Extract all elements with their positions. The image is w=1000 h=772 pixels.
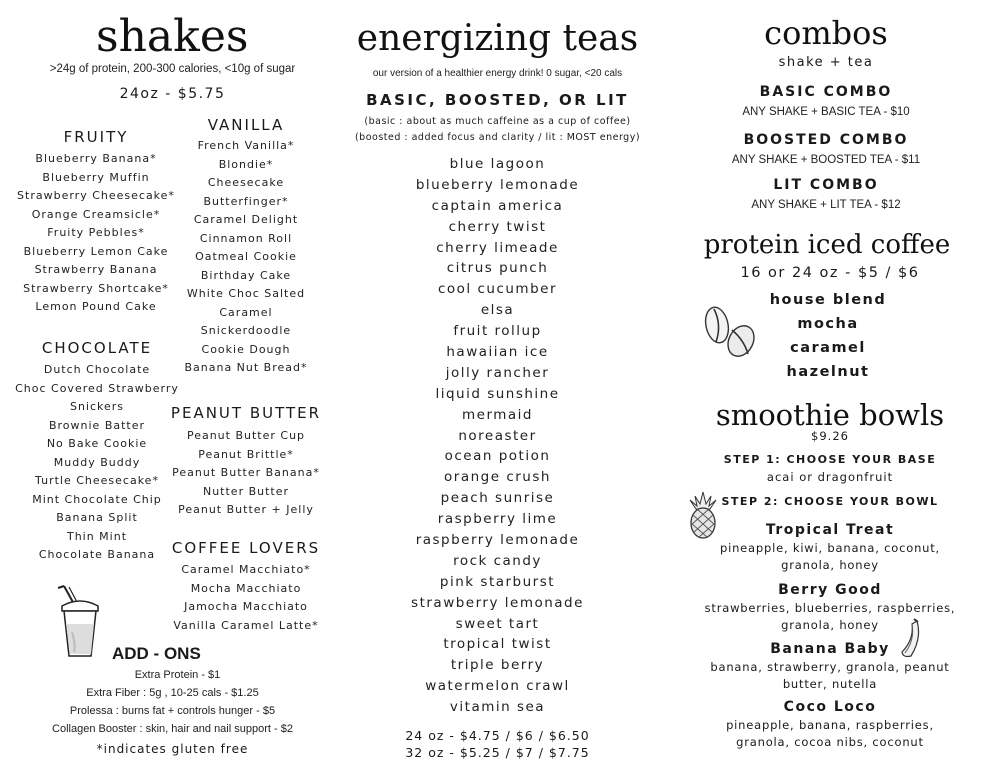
list-item: liquid sunshine	[435, 385, 560, 402]
bowl-list	[680, 520, 980, 755]
coffee-beans-icon	[700, 302, 762, 362]
list-item: Choc Covered Strawberry	[15, 381, 179, 395]
addons-heading: ADD - ONS	[112, 644, 201, 663]
list-item: Peanut Butter Banana*	[172, 466, 320, 479]
fruity-list	[0, 150, 192, 317]
list-item	[680, 580, 980, 639]
list-item: hawaiian ice	[446, 344, 549, 361]
list-item: Blueberry Lemon Cake	[23, 244, 169, 258]
list-item: Caramel Delight	[193, 213, 299, 226]
teas-title: energizing teas	[356, 18, 639, 59]
list-item: mocha	[797, 316, 859, 332]
bowl-ingredients: granola, honey	[781, 618, 879, 632]
list-item: Muddy Buddy	[53, 455, 141, 469]
boosted-combo-name: BOOSTED COMBO	[743, 132, 909, 148]
peanut-butter-list	[166, 427, 326, 520]
list-item: Chocolate Banana	[38, 548, 156, 561]
list-item: tropical twist	[443, 636, 552, 653]
coffee-lovers-list	[166, 561, 326, 635]
list-item: noreaster	[458, 427, 537, 444]
list-item: Strawberry Banana	[34, 263, 158, 276]
list-item	[680, 697, 980, 755]
list-item: ocean potion	[444, 448, 551, 465]
list-item: No Bake Cookie	[46, 437, 148, 450]
bowl-name: Berry Good	[778, 582, 882, 598]
list-item: Cinnamon Roll	[199, 231, 293, 245]
list-item: Oatmeal Cookie	[195, 250, 297, 263]
list-item: Vanilla Caramel Latte*	[173, 618, 319, 632]
coffee-lovers-heading: COFFEE LOVERS	[171, 539, 321, 557]
bowl-ingredients: pineapple, kiwi, banana, coconut,	[719, 541, 941, 555]
chocolate-heading: CHOCOLATE	[41, 339, 153, 357]
smoothie-bowls-title: smoothie bowls	[715, 398, 945, 432]
tea-price-32oz: 32 oz - $5.25 / $7 / $7.75	[405, 745, 590, 760]
list-item: Mocha Macchiato	[190, 581, 302, 595]
shake-cup-icon	[52, 584, 108, 660]
list-item: blueberry lemonade	[415, 176, 580, 193]
vanilla-heading: VANILLA	[207, 116, 285, 134]
combos-subtitle: shake + tea	[778, 55, 874, 70]
list-item: Orange Creamsicle*	[31, 207, 161, 221]
teas-note-basic: (basic : about as much caffeine as a cup of coffee)	[364, 116, 631, 127]
chocolate-list	[0, 361, 194, 565]
list-item: cherry limeade	[436, 239, 559, 256]
list-item: mermaid	[461, 406, 533, 423]
list-item: Strawberry Cheesecake*	[17, 189, 175, 202]
list-item: French Vanilla*	[197, 139, 295, 152]
lit-combo-desc: ANY SHAKE + LIT TEA - $12	[751, 199, 901, 211]
bowl-ingredients: granola, cocoa nibs, coconut	[736, 735, 924, 749]
list-item: Peanut Butter Cup	[186, 429, 306, 442]
bowls-step1-options: acai or dragonfruit	[766, 470, 894, 484]
list-item: Extra Protein - $1	[134, 669, 221, 681]
peanut-butter-heading: PEANUT BUTTER	[170, 404, 322, 422]
list-item: Peanut Brittle*	[198, 447, 294, 461]
list-item: Peanut Butter + Jelly	[178, 503, 314, 516]
teas-levels: BASIC, BOOSTED, OR LIT	[366, 91, 629, 109]
list-item: Brownie Batter	[48, 418, 146, 432]
list-item: house blend	[769, 292, 887, 308]
bowl-ingredients: butter, nutella	[782, 677, 878, 691]
banana-icon	[897, 618, 927, 660]
list-item: Snickerdoodle	[200, 324, 292, 337]
list-item: Caramel Macchiato*	[181, 563, 311, 576]
list-item: triple berry	[450, 657, 545, 674]
list-item: fruit rollup	[453, 323, 542, 340]
list-item	[680, 520, 980, 580]
list-item: Cheesecake	[207, 176, 285, 189]
list-item: strawberry lemonade	[411, 594, 584, 611]
combos-title: combos	[764, 14, 888, 52]
boosted-combo-desc: ANY SHAKE + BOOSTED TEA - $11	[731, 154, 921, 166]
list-item: Butterfinger*	[203, 194, 289, 208]
list-item: Thin Mint	[66, 529, 128, 543]
shakes-price: 24oz - $5.75	[119, 86, 226, 102]
tea-flavor-list	[335, 154, 660, 718]
addons-list	[20, 666, 325, 738]
list-item: jolly rancher	[445, 364, 550, 381]
bowl-name: Tropical Treat	[765, 522, 895, 538]
list-item: Snickers	[69, 400, 125, 413]
gluten-free-footnote: *indicates gluten free	[96, 742, 249, 756]
lit-combo-name: LIT COMBO	[773, 177, 879, 193]
shakes-subtitle: >24g of protein, 200-300 calories, <10g of sugar	[49, 63, 296, 75]
list-item: Turtle Cheesecake*	[35, 474, 159, 487]
list-item: rock candy	[453, 552, 542, 569]
list-item: Strawberry Shortcake*	[23, 281, 169, 295]
list-item: White Choc Salted	[186, 287, 306, 300]
list-item: Mint Chocolate Chip	[32, 492, 162, 506]
bowl-name: Banana Baby	[770, 641, 890, 657]
list-item	[680, 639, 980, 697]
list-item: watermelon crawl	[425, 678, 570, 695]
list-item: Banana Nut Bread*	[184, 361, 308, 374]
list-item: Prolessa : burns fat + controls hunger - $5	[69, 705, 276, 717]
list-item: Birthday Cake	[200, 268, 292, 282]
list-item: sweet tart	[455, 615, 540, 632]
list-item: Blondie*	[218, 157, 274, 171]
list-item: Lemon Pound Cake	[35, 300, 157, 313]
list-item: elsa	[480, 302, 515, 319]
teas-subtitle: our version of a healthier energy drink! 0 sugar, <20 cals	[372, 68, 623, 79]
list-item: orange crush	[444, 469, 551, 486]
list-item: vitamin sea	[449, 699, 546, 716]
list-item: Blueberry Muffin	[42, 170, 150, 184]
list-item: hazelnut	[786, 364, 870, 380]
basic-combo-desc: ANY SHAKE + BASIC TEA - $10	[742, 106, 910, 118]
list-item: Fruity Pebbles*	[47, 226, 145, 239]
coffee-title: protein iced coffee	[703, 230, 951, 260]
list-item: Banana Split	[56, 511, 138, 524]
bowl-ingredients: strawberries, blueberries, raspberries,	[704, 601, 956, 615]
list-item: raspberry lemonade	[415, 532, 580, 549]
bowl-ingredients: granola, honey	[781, 558, 879, 572]
bowl-name: Coco Loco	[783, 699, 877, 715]
list-item: Collagen Booster : skin, hair and nail support - $2	[52, 723, 293, 735]
bowls-step2: STEP 2: CHOOSE YOUR BOWL	[721, 495, 939, 508]
list-item: Cookie Dough	[201, 342, 291, 356]
teas-note-boosted: (boosted : added focus and clarity / lit : MOST energy)	[354, 132, 641, 143]
basic-combo-name: BASIC COMBO	[759, 84, 893, 100]
bowls-step1: STEP 1: CHOOSE YOUR BASE	[723, 453, 937, 466]
fruity-heading: FRUITY	[63, 128, 129, 146]
list-item: blue lagoon	[449, 156, 546, 172]
bowl-ingredients: pineapple, banana, raspberries,	[726, 718, 934, 732]
list-item: caramel	[790, 340, 866, 356]
list-item: Extra Fiber : 5g , 10-25 cals - $1.25	[86, 687, 259, 699]
coffee-price: 16 or 24 oz - $5 / $6	[740, 265, 920, 281]
list-item: citrus punch	[446, 260, 549, 277]
list-item: Nutter Butter	[202, 484, 290, 498]
list-item: raspberry lime	[437, 511, 558, 528]
list-item: cherry twist	[448, 218, 547, 235]
bowl-ingredients: banana, strawberry, granola, peanut	[710, 660, 950, 674]
list-item: Caramel	[219, 305, 273, 319]
list-item: Jamocha Macchiato	[184, 600, 308, 613]
shakes-title: shakes	[96, 11, 249, 62]
tea-price-24oz: 24 oz - $4.75 / $6 / $6.50	[405, 728, 590, 743]
list-item: cool cucumber	[437, 281, 558, 298]
list-item: Blueberry Banana*	[35, 152, 157, 165]
list-item: Dutch Chocolate	[43, 363, 151, 376]
list-item: pink starburst	[439, 573, 556, 590]
bowls-price: $9.26	[811, 429, 849, 443]
list-item: peach sunrise	[440, 490, 555, 507]
list-item: captain america	[431, 197, 564, 214]
